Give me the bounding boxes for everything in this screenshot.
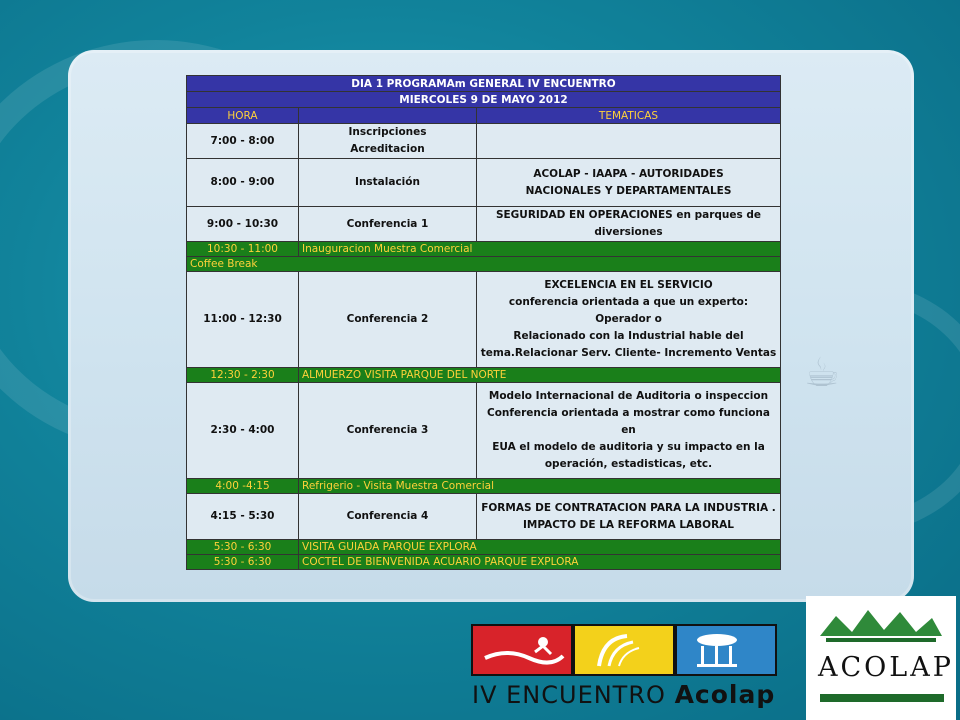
swimmer-logo [473, 626, 571, 674]
acolap-tagline-bar [820, 694, 944, 702]
row-activity: VISITA GUIADA PARQUE EXPLORA [299, 540, 781, 555]
row-activity: Inauguracion Muestra Comercial [299, 242, 781, 257]
row-time: 7:00 - 8:00 [187, 124, 299, 159]
schedule-title-row [187, 76, 781, 92]
row-time: Coffee Break [187, 257, 781, 272]
event-title-brand: Acolap [674, 680, 776, 709]
row-activity: ALMUERZO VISITA PARQUE DEL NORTE [299, 368, 781, 383]
column-header-hora: HORA [187, 108, 299, 124]
row-time: 5:30 - 6:30 [187, 555, 299, 570]
carousel-logo [677, 626, 775, 674]
table-row [187, 540, 781, 555]
row-topic: Modelo Internacional de Auditoria o inspeccion Conferencia orientada a mostrar como funciona en EUA el modelo de auditoria y su impacto en la operación, estadisticas, etc. [477, 383, 781, 479]
row-time: 2:30 - 4:00 [187, 383, 299, 479]
table-row [187, 242, 781, 257]
schedule-date-row [187, 92, 781, 108]
table-row [187, 207, 781, 242]
event-title-prefix: IV ENCUENTRO [472, 681, 666, 709]
row-topic: EXCELENCIA EN EL SERVICIO conferencia orientada a que un experto: Operador o Relacionado con la Industrial hable del tema.Relacionar Serv. Cliente- Incremento Ventas [477, 272, 781, 368]
acolap-name: ACOLAP [818, 652, 954, 683]
schedule-date: MIERCOLES 9 DE MAYO 2012 [187, 92, 781, 108]
column-header-row [187, 108, 781, 124]
schedule-table [186, 75, 781, 570]
row-activity: Conferencia 2 [299, 272, 477, 368]
row-time: 5:30 - 6:30 [187, 540, 299, 555]
table-row [187, 124, 781, 159]
wave-logo [575, 626, 673, 674]
event-title [472, 680, 792, 714]
row-time: 10:30 - 11:00 [187, 242, 299, 257]
row-topic: FORMAS DE CONTRATACION PARA LA INDUSTRIA . IMPACTO DE LA REFORMA LABORAL [477, 494, 781, 540]
table-row [187, 272, 781, 368]
row-time: 12:30 - 2:30 [187, 368, 299, 383]
row-time: 9:00 - 10:30 [187, 207, 299, 242]
column-header-tematicas: TEMATICAS [477, 108, 781, 124]
row-topic [477, 124, 781, 159]
sponsor-logo-strip [471, 624, 777, 676]
schedule-title: DIA 1 PROGRAMAm GENERAL IV ENCUENTRO [187, 76, 781, 92]
decorative-figures: ☕ [804, 350, 844, 396]
row-activity: Refrigerio - Visita Muestra Comercial [299, 479, 781, 494]
row-activity: Conferencia 3 [299, 383, 477, 479]
table-row [187, 555, 781, 570]
table-row [187, 479, 781, 494]
table-row [187, 159, 781, 207]
row-activity: Conferencia 4 [299, 494, 477, 540]
row-time: 8:00 - 9:00 [187, 159, 299, 207]
row-time: 4:15 - 5:30 [187, 494, 299, 540]
row-time: 11:00 - 12:30 [187, 272, 299, 368]
row-topic: ACOLAP - IAAPA - AUTORIDADES NACIONALES Y DEPARTAMENTALES [477, 159, 781, 207]
acolap-crown-icon [806, 596, 956, 656]
acolap-logo [806, 596, 956, 720]
row-time: 4:00 -4:15 [187, 479, 299, 494]
row-topic: SEGURIDAD EN OPERACIONES en parques de diversiones [477, 207, 781, 242]
table-row [187, 494, 781, 540]
row-activity: Inscripciones Acreditacion [299, 124, 477, 159]
table-row [187, 257, 781, 272]
row-activity: Instalación [299, 159, 477, 207]
table-row [187, 368, 781, 383]
row-activity: Conferencia 1 [299, 207, 477, 242]
column-header-blank [299, 108, 477, 124]
table-row [187, 383, 781, 479]
row-activity: COCTEL DE BIENVENIDA ACUARIO PARQUE EXPLORA [299, 555, 781, 570]
